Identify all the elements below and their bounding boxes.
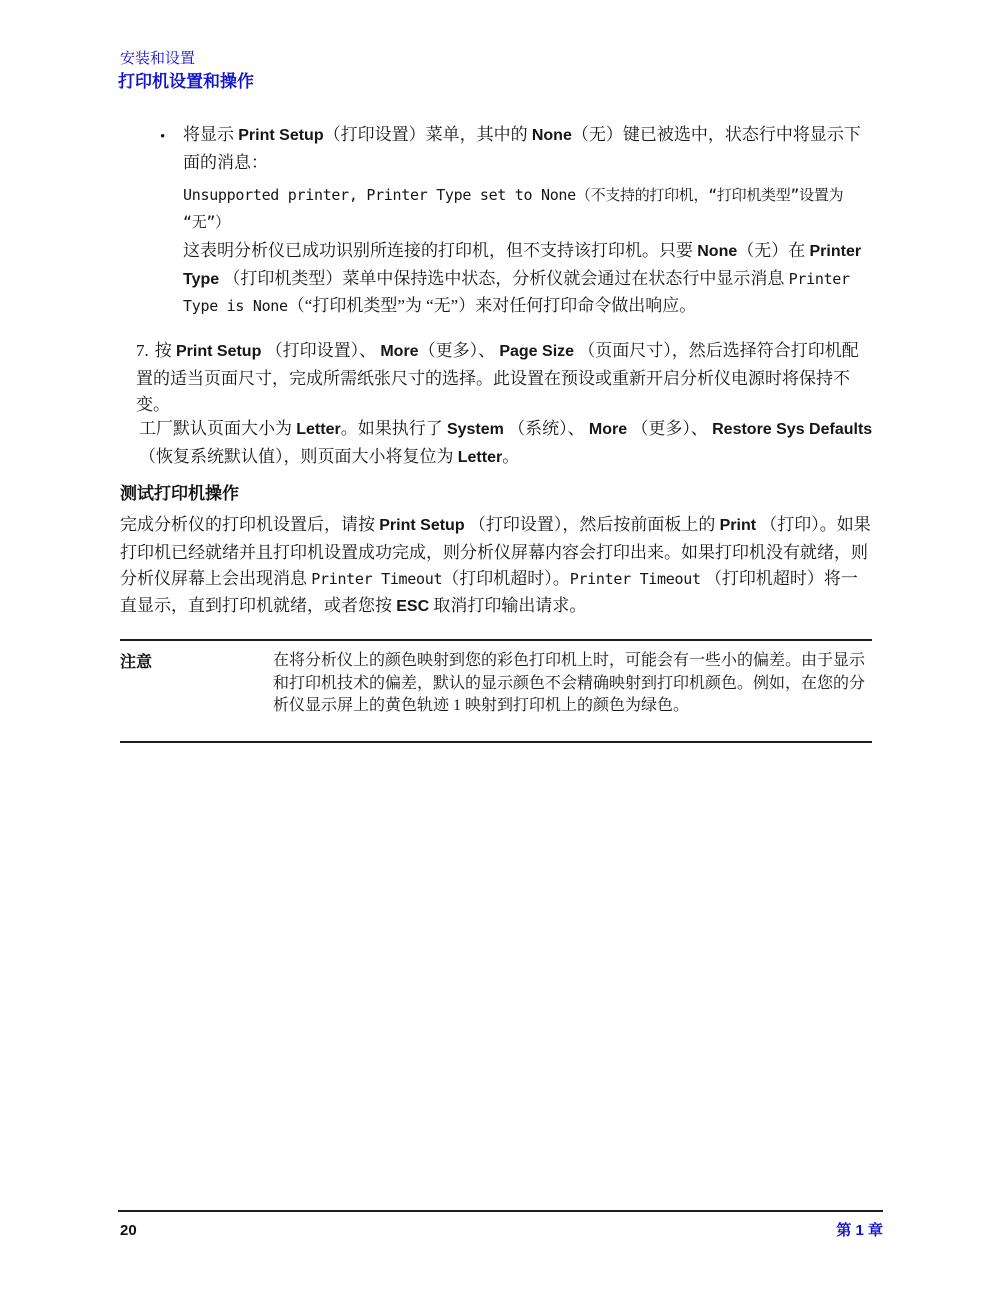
bullet-icon: • bbox=[160, 129, 166, 145]
step-text: 按 Print Setup （打印设置）、 More（更多）、 Page Size （页面尺寸），然后选择符合打印机配置的适当页面尺寸，完成所需纸张尺寸的选择。此设置在预设或重新开启分析仪电源时将保持不变。 bbox=[136, 341, 859, 414]
note-body-text: 在将分析仪上的颜色映射到您的彩色打印机上时，可能会有一些小的偏差。由于显示和打印机技术的偏差，默认的显示颜色不会精确映射到打印机颜色。例如，在您的分析仪显示屏上的黄色轨迹 1 映射到打印机上的颜色为绿色。 bbox=[273, 652, 866, 714]
section-heading-test-printer: 测试打印机操作 bbox=[120, 484, 239, 503]
paragraph-factory-default: 工厂默认页面大小为 Letter。如果执行了 System （系统）、 More （更多）、 Restore Sys Defaults （恢复系统默认值），则页面大小将复位为 Letter。 bbox=[139, 419, 873, 466]
footer-page-number: 20 bbox=[120, 1222, 137, 1239]
bullet-item-text: 将显示 Print Setup（打印设置）菜单，其中的 None（无）键已被选中，状态行中将显示下面的消息： bbox=[183, 125, 861, 172]
note-label: 注意 bbox=[120, 654, 153, 671]
status-line-message: Unsupported printer, Printer Type set to None（不支持的打印机，“打印机类型”设置为 “无”） bbox=[183, 186, 844, 231]
step-number: 7. bbox=[136, 341, 149, 360]
page-title: 打印机设置和操作 bbox=[118, 72, 254, 91]
footer-chapter-label: 第 1 章 bbox=[836, 1222, 883, 1239]
footer-rule bbox=[118, 1210, 883, 1212]
breadcrumb-section-title: 安装和设置 bbox=[120, 50, 196, 67]
numbered-step-7 bbox=[136, 338, 874, 419]
paragraph-test-printer: 完成分析仪的打印机设置后，请按 Print Setup （打印设置），然后按前面板上的 Print （打印）。如果打印机已经就绪并且打印机设置成功完成，则分析仪屏幕内容会打印出来。如果打印机没有就绪，则分析仪屏幕上会出现消息 Printer Timeout（打印机超时）。Printer Timeout （打印机超时）将一直显示，直到打印机就绪，或者您按 ESC 取消打印输出请求。 bbox=[120, 515, 871, 615]
note-box bbox=[120, 639, 872, 743]
paragraph-printer-recognized: 这表明分析仪已成功识别所连接的打印机，但不支持该打印机。只要 None（无）在 Printer Type （打印机类型）菜单中保持选中状态，分析仪就会通过在状态行中显示消息 Printer Type is None（“打印机类型”为 “无”）来对任何打印命令做出响应。 bbox=[183, 241, 862, 315]
